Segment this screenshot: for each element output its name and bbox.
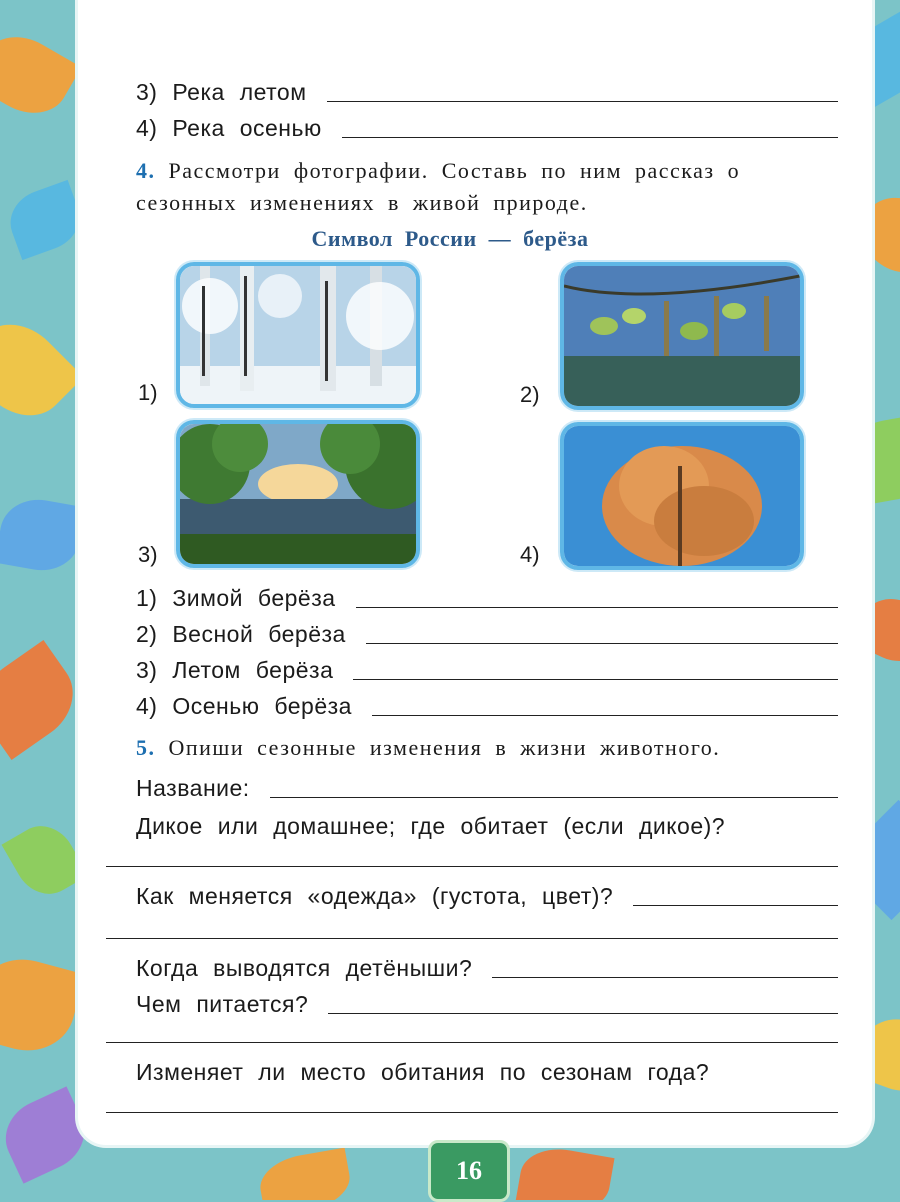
photo-label: 2) [520,382,540,407]
answer-underline[interactable] [106,1042,838,1043]
answer-line-river-autumn[interactable] [136,108,838,142]
answer-underline[interactable] [342,137,838,138]
answer-underline[interactable] [328,1013,838,1014]
photo-label: 4) [520,542,540,567]
answer-underline[interactable] [372,715,838,716]
answer-underline[interactable] [353,679,838,680]
summer-lake-image [180,424,416,564]
answer-label: 2) Весной берёза [136,621,346,647]
question-coat[interactable] [136,876,838,910]
question-text: Как меняется «одежда» (густота, цвет)? [136,883,614,909]
autumn-birch-image [564,426,800,566]
photo-summer-birch [176,420,420,568]
question-food[interactable] [136,984,838,1018]
photo-spring-birch [560,262,804,410]
answer-underline[interactable] [366,643,838,644]
photo-label: 3) [138,542,158,567]
photo-winter-birch [176,262,420,408]
answer-label: 4) Осенью берёза [136,693,352,719]
page-number: 16 [428,1140,510,1202]
answer-line-autumn[interactable] [136,686,838,720]
answer-line-winter[interactable] [136,578,838,612]
answer-underline[interactable] [106,1112,838,1113]
answer-label: 3) Река летом [136,79,307,105]
question-text: Изменяет ли место обитания по сезонам года? [136,1059,710,1085]
task-text: Опиши сезонные изменения в жизни животного. [168,735,721,760]
question-text: Когда выводятся детёныши? [136,955,473,981]
answer-underline[interactable] [106,866,838,867]
answer-underline[interactable] [270,797,838,798]
answer-underline[interactable] [106,938,838,939]
task-4-instruction [136,155,838,219]
task-number: 5. [136,735,156,760]
question-habitat [136,806,838,840]
task-number: 4. [136,158,156,183]
question-text: Дикое или домашнее; где обитает (если дикое)? [136,813,726,839]
spring-catkins-image [564,266,800,406]
question-text: Чем питается? [136,991,309,1017]
answer-underline[interactable] [492,977,838,978]
answer-line-summer[interactable] [136,650,838,684]
question-habitat-change [136,1052,838,1086]
answer-label: 1) Зимой берёза [136,585,336,611]
question-offspring[interactable] [136,948,838,982]
task-5-instruction [136,732,838,764]
answer-label: Название: [136,775,250,801]
answer-label: 4) Река осенью [136,115,322,141]
task-4-subtitle: Символ России — берёза [311,226,589,251]
answer-underline[interactable] [356,607,838,608]
answer-underline[interactable] [327,101,838,102]
animal-name-line[interactable] [136,768,838,802]
answer-underline[interactable] [633,905,838,906]
winter-forest-image [180,266,416,404]
photo-label: 1) [138,380,158,405]
answer-line-spring[interactable] [136,614,838,648]
photo-autumn-birch [560,422,804,570]
answer-line-river-summer[interactable] [136,72,838,106]
task-text: Рассмотри фотографии. Составь по ним рассказ о сезонных изменениях в живой природе. [136,158,741,215]
answer-label: 3) Летом берёза [136,657,334,683]
